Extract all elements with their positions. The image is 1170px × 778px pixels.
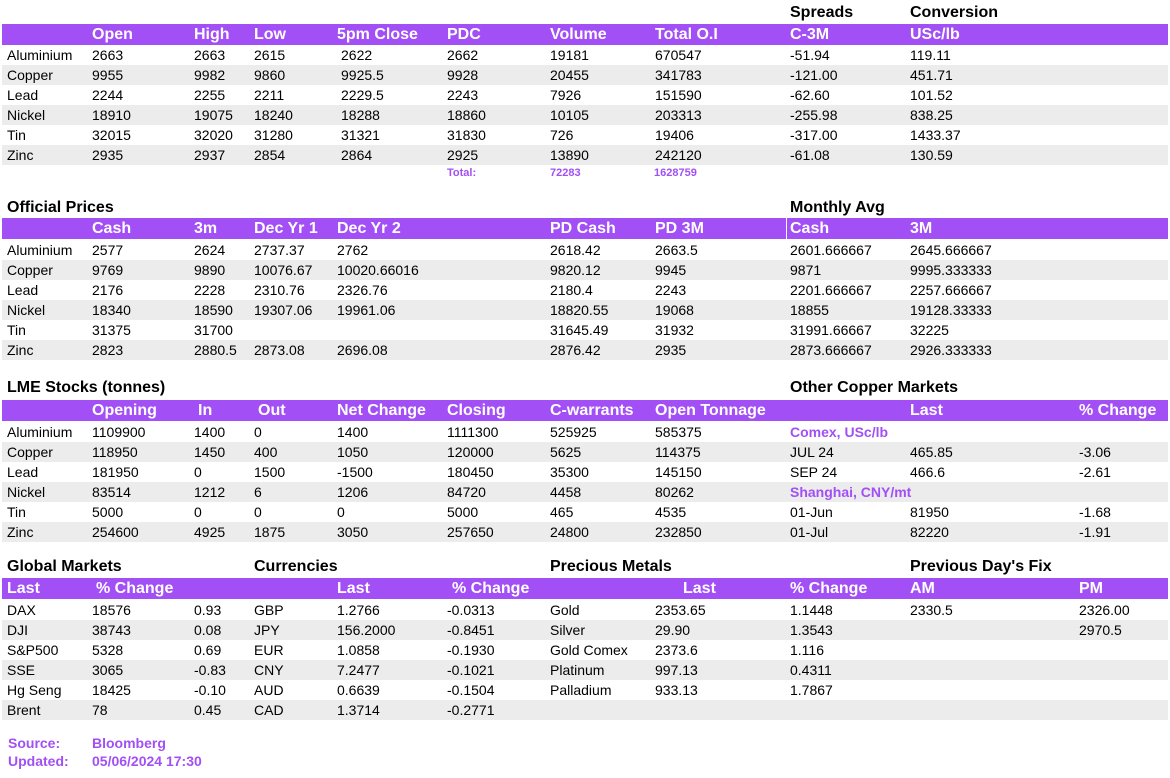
price-cell: 2696.08 [337, 342, 388, 358]
stock-cell: 1050 [337, 444, 369, 460]
other-copper-title: Other Copper Markets [790, 379, 959, 396]
price-cell: 101.52 [910, 87, 953, 103]
price-cell: -62.60 [790, 87, 830, 103]
stock-cell: 254600 [92, 524, 139, 540]
stock-cell: 232850 [655, 524, 702, 540]
contract-change: -2.61 [1079, 464, 1111, 480]
column-header: Volume [550, 26, 607, 43]
metal-name: Tin [7, 504, 26, 520]
price-cell: 9871 [790, 262, 822, 278]
price-cell: 341783 [655, 67, 702, 83]
contract-change: -3.06 [1079, 444, 1111, 460]
stock-cell: 1400 [337, 424, 369, 440]
price-cell: 670547 [655, 47, 702, 63]
price-cell: 31280 [254, 127, 293, 143]
stock-cell: 1450 [194, 444, 226, 460]
column-header: C-warrants [550, 402, 634, 419]
price-cell: 10020.66016 [337, 262, 419, 278]
conversion-title: Conversion [910, 4, 999, 21]
price-cell: 19068 [655, 302, 694, 318]
column-header: Cash [92, 220, 132, 237]
column-header: PD Cash [550, 220, 616, 237]
contract-last: 466.6 [910, 464, 946, 480]
metal-name: Copper [7, 67, 53, 83]
price-cell: 2937 [194, 147, 226, 163]
currency-last: 1.0858 [337, 642, 380, 658]
column-header: Last [7, 580, 40, 597]
contract-change: -1.91 [1079, 524, 1111, 540]
price-cell: 2935 [655, 342, 687, 358]
metal-name: Zinc [7, 524, 34, 540]
price-cell: 2823 [92, 342, 124, 358]
currency-change: -0.0313 [447, 602, 495, 618]
price-cell: 9890 [194, 262, 226, 278]
price-cell: 18910 [92, 107, 131, 123]
column-header: Dec Yr 2 [337, 220, 401, 237]
metal-last: 933.13 [655, 682, 698, 698]
stock-cell: 585375 [655, 424, 702, 440]
index-name: DAX [7, 602, 36, 618]
metal-name: Zinc [7, 342, 34, 358]
bottom-header-bar [2, 578, 1168, 599]
source-value: Bloomberg [92, 735, 166, 751]
price-cell: 20455 [550, 67, 589, 83]
metal-change: 1.116 [790, 642, 824, 658]
index-change: -0.10 [194, 682, 226, 698]
contract-name: JUL 24 [790, 444, 834, 460]
column-header: In [198, 402, 213, 419]
price-cell: 9925.5 [341, 67, 384, 83]
currency-name: CAD [254, 702, 284, 718]
price-cell: 9820.12 [550, 262, 601, 278]
metal-name: Lead [7, 87, 39, 103]
metal-last: 2373.6 [655, 642, 698, 658]
price-cell: 18240 [254, 107, 293, 123]
stock-cell: 83514 [92, 484, 131, 500]
currency-change: -0.1504 [447, 682, 495, 698]
contract-last: 465.85 [910, 444, 953, 460]
market-subheader: Shanghai, CNY/mt [790, 484, 912, 500]
stock-cell: 1500 [254, 464, 286, 480]
column-header: 3M [910, 220, 933, 237]
source-label: Source: [8, 735, 61, 751]
column-header: % Change [452, 580, 530, 597]
metal-name: Tin [7, 127, 26, 143]
stock-cell: 465 [550, 504, 574, 520]
price-cell: 2176 [92, 282, 124, 298]
column-header: Last [910, 402, 943, 419]
metal-last: 29.90 [655, 622, 691, 638]
stock-cell: 5000 [92, 504, 124, 520]
stock-cell: 5625 [550, 444, 582, 460]
price-cell: 2228 [194, 282, 226, 298]
column-header: Cash [790, 220, 830, 237]
currency-name: GBP [254, 602, 284, 618]
metal-name: Nickel [7, 107, 46, 123]
metal-name: Palladium [550, 682, 612, 698]
column-header: USc/lb [910, 26, 960, 43]
price-cell: 2873.666667 [790, 342, 872, 358]
price-cell: 2255 [194, 87, 226, 103]
price-cell: 2211 [254, 87, 285, 103]
currency-last: 156.2000 [337, 622, 396, 638]
metal-name: Platinum [550, 662, 605, 678]
row-stripe [2, 482, 1168, 502]
updated-label: Updated: [8, 753, 69, 769]
stock-cell: 118950 [92, 444, 138, 460]
column-header: PDC [447, 26, 481, 43]
column-header: 5pm Close [337, 26, 418, 43]
stock-cell: 181950 [92, 464, 139, 480]
currency-name: EUR [254, 642, 284, 658]
metal-change: 1.7867 [790, 682, 833, 698]
price-cell: 32020 [194, 127, 233, 143]
price-cell: 2310.76 [254, 282, 305, 298]
price-cell: 2876.42 [550, 342, 601, 358]
index-last: 3065 [92, 662, 124, 678]
index-last: 18576 [92, 602, 131, 618]
stock-cell: 0 [194, 464, 202, 480]
row-stripe [2, 442, 1168, 462]
metal-name: Nickel [7, 484, 46, 500]
stock-cell: 1111300 [447, 424, 499, 440]
price-cell: 31932 [655, 322, 694, 338]
stock-cell: 35300 [550, 464, 589, 480]
metal-name: Tin [7, 322, 26, 338]
column-header: AM [910, 580, 935, 597]
price-cell: 242120 [655, 147, 702, 163]
price-cell: -51.94 [790, 47, 830, 63]
metal-name: Lead [7, 282, 39, 298]
index-change: -0.83 [194, 662, 226, 678]
stock-cell: 4458 [550, 484, 582, 500]
column-header: Closing [447, 402, 506, 419]
currency-last: 1.3714 [337, 702, 380, 718]
metal-last: 2353.65 [655, 602, 706, 618]
column-header: % Change [1079, 402, 1157, 419]
price-cell: -121.00 [790, 67, 838, 83]
column-header: % Change [96, 580, 174, 597]
precious-metals-title: Precious Metals [550, 558, 672, 575]
index-name: Hg Seng [7, 682, 62, 698]
stock-cell: 0 [254, 424, 262, 440]
price-cell: 2326.76 [337, 282, 388, 298]
price-cell: 2645.666667 [910, 242, 992, 258]
price-cell: 19181 [550, 47, 589, 63]
index-name: DJI [7, 622, 28, 638]
price-cell: 2624 [194, 242, 226, 258]
index-last: 38743 [92, 622, 131, 638]
column-header: Opening [92, 402, 157, 419]
stock-cell: 1206 [337, 484, 369, 500]
price-cell: 31645.49 [550, 322, 609, 338]
currency-change: -0.8451 [447, 622, 495, 638]
stock-cell: 6 [254, 484, 262, 500]
stock-cell: 0 [254, 504, 262, 520]
total-volume: 72283 [550, 167, 581, 179]
price-cell: 2577 [92, 242, 124, 258]
currency-change: -0.2771 [447, 702, 495, 718]
price-cell: 2201.666667 [790, 282, 872, 298]
index-name: SSE [7, 662, 36, 678]
stock-cell: 4925 [194, 524, 226, 540]
stock-cell: 1212 [194, 484, 226, 500]
price-cell: 2615 [254, 47, 286, 63]
column-header: Last [683, 580, 716, 597]
stock-cell: 0 [337, 504, 345, 520]
metal-last: 997.13 [655, 662, 698, 678]
price-cell: 2925 [447, 147, 479, 163]
price-cell: 2663 [92, 47, 124, 63]
stock-cell: 400 [254, 444, 278, 460]
stock-cell: 5000 [447, 504, 479, 520]
stock-cell: 120000 [447, 444, 494, 460]
stock-cell: 0 [194, 504, 202, 520]
market-subheader: Comex, USc/lb [790, 424, 889, 440]
price-cell: 19307.06 [254, 302, 313, 318]
price-cell: 2243 [447, 87, 479, 103]
metal-name: Copper [7, 444, 53, 460]
row-stripe [2, 700, 1168, 720]
contract-last: 81950 [910, 504, 949, 520]
stock-cell: 257650 [447, 524, 494, 540]
previous-fix-title: Previous Day's Fix [910, 558, 1052, 575]
metal-name: Aluminium [7, 242, 73, 258]
stock-cell: 525925 [550, 424, 597, 440]
stock-cell: 1400 [194, 424, 226, 440]
column-header: 3m [194, 220, 218, 237]
total-label: Total: [447, 167, 477, 179]
stock-cell: 80262 [655, 484, 694, 500]
price-cell: 18820.55 [550, 302, 609, 318]
column-header: % Change [790, 580, 868, 597]
currency-change: -0.1930 [447, 642, 495, 658]
metal-change: 0.4311 [790, 662, 832, 678]
price-cell: 838.25 [910, 107, 953, 123]
index-change: 0.93 [194, 602, 222, 618]
price-cell: 2180.4 [550, 282, 593, 298]
price-cell: 2618.42 [550, 242, 601, 258]
column-header: High [194, 26, 230, 43]
currencies-title: Currencies [254, 558, 338, 575]
price-cell: 9982 [194, 67, 226, 83]
price-cell: 2854 [254, 147, 286, 163]
index-last: 5328 [92, 642, 124, 658]
column-header: Low [254, 26, 286, 43]
price-cell: 9860 [254, 67, 286, 83]
price-cell: 18860 [447, 107, 486, 123]
price-cell: 10105 [550, 107, 589, 123]
price-cell: -317.00 [790, 127, 838, 143]
price-cell: 2622 [341, 47, 373, 63]
price-cell: 32225 [910, 322, 949, 338]
index-name: Brent [7, 702, 41, 718]
price-cell: 2243 [655, 282, 687, 298]
currency-last: 7.2477 [337, 662, 380, 678]
price-cell: 10076.67 [254, 262, 313, 278]
price-cell: 31321 [341, 127, 380, 143]
price-cell: 2880.5 [194, 342, 237, 358]
stock-cell: 145150 [655, 464, 702, 480]
metal-name: Aluminium [7, 424, 73, 440]
index-change: 0.08 [194, 622, 222, 638]
contract-name: 01-Jul [790, 524, 829, 540]
price-cell: 9955 [92, 67, 124, 83]
price-cell: 151590 [655, 87, 702, 103]
price-cell: -255.98 [790, 107, 838, 123]
metal-name: Gold Comex [550, 642, 628, 658]
stock-cell: 180450 [447, 464, 494, 480]
total-oi: 1628759 [654, 167, 697, 179]
price-cell: 2864 [341, 147, 373, 163]
stock-cell: 24800 [550, 524, 589, 540]
price-cell: 9928 [447, 67, 479, 83]
price-cell: 32015 [92, 127, 131, 143]
price-cell: 2229.5 [341, 87, 384, 103]
price-cell: 2762 [337, 242, 369, 258]
price-cell: 19128.33333 [910, 302, 992, 318]
price-cell: 451.71 [910, 67, 953, 83]
price-cell: 726 [550, 127, 574, 143]
index-last: 78 [92, 702, 108, 718]
price-cell: 9769 [92, 262, 124, 278]
fix-pm: 2326.00 [1079, 602, 1130, 618]
price-cell: 31375 [92, 322, 131, 338]
currency-name: CNY [254, 662, 284, 678]
price-cell: 31700 [194, 322, 233, 338]
contract-name: SEP 24 [790, 464, 838, 480]
spreads-title: Spreads [790, 4, 854, 21]
metal-name: Lead [7, 464, 39, 480]
price-cell: 13890 [550, 147, 589, 163]
currency-change: -0.1021 [447, 662, 495, 678]
price-cell: 7926 [550, 87, 582, 103]
price-cell: 2737.37 [254, 242, 305, 258]
monthly-avg-title: Monthly Avg [790, 199, 885, 216]
price-cell: 19961.06 [337, 302, 396, 318]
fix-pm: 2970.5 [1079, 622, 1122, 638]
price-cell: 2244 [92, 87, 124, 103]
index-last: 18425 [92, 682, 131, 698]
index-change: 0.69 [194, 642, 222, 658]
price-cell: 1433.37 [910, 127, 961, 143]
column-header: Open [92, 26, 133, 43]
column-header: PD 3M [655, 220, 704, 237]
price-cell: 2873.08 [254, 342, 305, 358]
stock-cell: -1500 [337, 464, 373, 480]
price-cell: 2601.666667 [790, 242, 872, 258]
price-cell: 18288 [341, 107, 380, 123]
price-cell: -61.08 [790, 147, 830, 163]
index-name: S&P500 [7, 642, 59, 658]
column-header: PM [1079, 580, 1103, 597]
contract-change: -1.68 [1079, 504, 1111, 520]
stocks-title: LME Stocks (tonnes) [7, 379, 166, 396]
metal-name: Aluminium [7, 47, 73, 63]
metal-name: Copper [7, 262, 53, 278]
price-cell: 2926.333333 [910, 342, 992, 358]
currency-name: JPY [254, 622, 280, 638]
global-markets-title: Global Markets [7, 558, 122, 575]
stock-cell: 114375 [655, 444, 701, 460]
stock-cell: 84720 [447, 484, 486, 500]
price-cell: 18855 [790, 302, 829, 318]
contract-name: 01-Jun [790, 504, 833, 520]
price-cell: 18340 [92, 302, 131, 318]
column-header: Dec Yr 1 [254, 220, 318, 237]
column-header: Total O.I [655, 26, 718, 43]
price-cell: 18590 [194, 302, 233, 318]
price-cell: 19075 [194, 107, 233, 123]
fix-am: 2330.5 [910, 602, 953, 618]
price-cell: 2257.666667 [910, 282, 992, 298]
column-header: Last [337, 580, 370, 597]
stock-cell: 3050 [337, 524, 369, 540]
contract-last: 82220 [910, 524, 949, 540]
metal-name: Nickel [7, 302, 46, 318]
price-cell: 31830 [447, 127, 486, 143]
price-cell: 203313 [655, 107, 702, 123]
price-cell: 9945 [655, 262, 687, 278]
price-cell: 31991.66667 [790, 322, 872, 338]
column-header: Net Change [337, 402, 426, 419]
currency-last: 1.2766 [337, 602, 380, 618]
stock-cell: 1109900 [92, 424, 146, 440]
metal-name: Zinc [7, 147, 34, 163]
price-cell: 19406 [655, 127, 694, 143]
column-header: Out [258, 402, 286, 419]
currency-last: 0.6639 [337, 682, 380, 698]
price-cell: 2662 [447, 47, 479, 63]
updated-value: 05/06/2024 17:30 [92, 753, 202, 769]
price-cell: 9995.333333 [910, 262, 992, 278]
stock-cell: 1875 [254, 524, 286, 540]
currency-name: AUD [254, 682, 284, 698]
metal-change: 1.1448 [790, 602, 833, 618]
official-prices-title: Official Prices [7, 199, 114, 216]
metal-name: Silver [550, 622, 586, 638]
price-cell: 2663 [194, 47, 226, 63]
column-header: Open Tonnage [655, 402, 766, 419]
price-cell: 2935 [92, 147, 124, 163]
metal-name: Gold [550, 602, 580, 618]
price-cell: 130.59 [910, 147, 953, 163]
header-divider [786, 218, 787, 239]
stock-cell: 4535 [655, 504, 687, 520]
metal-change: 1.3543 [790, 622, 833, 638]
column-header: C-3M [790, 26, 830, 43]
price-cell: 119.11 [910, 47, 951, 63]
index-change: 0.45 [194, 702, 222, 718]
price-cell: 2663.5 [655, 242, 698, 258]
